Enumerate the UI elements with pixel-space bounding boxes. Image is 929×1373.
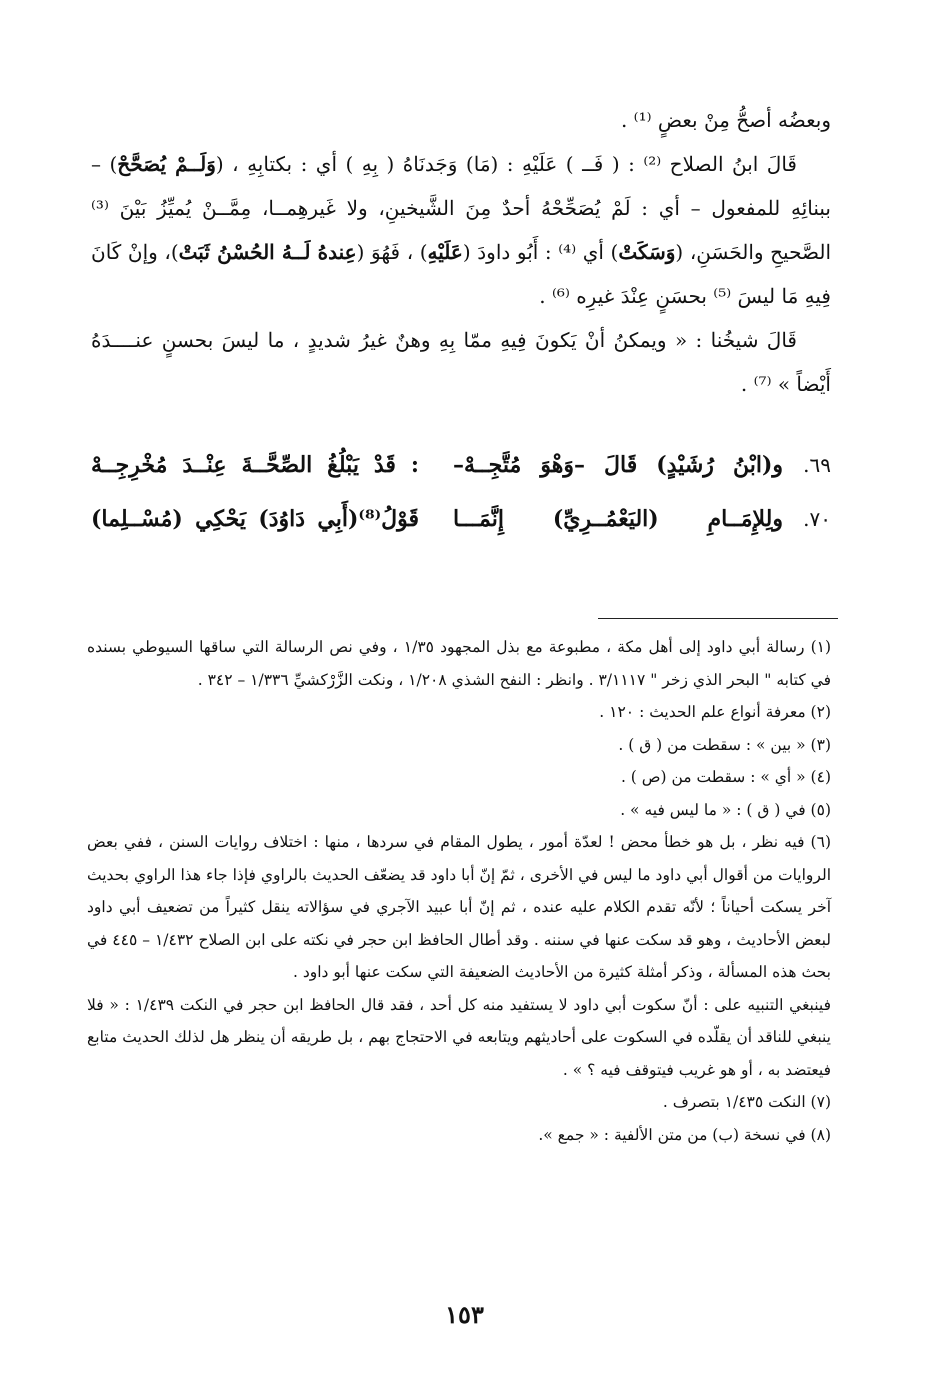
- footnote: (١) رسالة أبي داود إلى أهل مكة ، مطبوعة مع بذل المجهود ١/٣٥ ، وفي نص الرسالة التي ساقها السيوطي بسنده في كتابه " البحر الذي زخر " ٣/١١١٧ . وانظر : النفح الشذي ١/٢٠٨ ، ونكت الزَّرْكشيِّ ١/٣٣٦ – ٣٤٢ .: [87, 638, 832, 689]
- verse-first-hemistich: و(ابْنُ رُشَيْدٍ) قَالَ –وَهْوَ مُتَّجِــهْ–: [453, 452, 783, 478]
- verse-first-hemistich: ولِلإِمَــامِ (اليَعْمُــرِيِّ) إِنَّمَـــا: [453, 506, 783, 532]
- verse-number: ٧٠.: [803, 507, 831, 531]
- bold-span: وَلَــمْ يُصَحَّحْ: [117, 152, 216, 176]
- footnote: (٣) « بين » : سقطت من ( ق ) .: [618, 735, 831, 754]
- verse-second-hemistich: : قَدْ يَبْلُغُ الصِّحَّــةَ عِنْــدَ مُخْرِجِــهْ: [91, 452, 419, 478]
- verse-line: [91, 506, 831, 560]
- footnote: (٤) « أي » : سقطت من (ص ) .: [620, 768, 831, 786]
- footnote: (٥) في ( ق ) : « ما ليس فيه » .: [620, 800, 831, 819]
- text-span: ) – ببنائِهِ للمفعول – أي : لَمْ يُصَحِّحْهُ أحدٌ مِنَ الشَّيخينِ، ولا غَيرهِمــا، مِمَّــنْ يُميِّزُ بَيْنَ ⁽³⁾ الصَّحيحِ والحَسَنِ، (: [91, 152, 831, 264]
- verse-line: [91, 452, 831, 506]
- paragraph-2: [91, 142, 831, 318]
- footnote-continuation: فينبغي التنبيه على : أنّ سكوت أبي داود لا يستفيد منه كل أحد ، فقد قال الحافظ ابن حجر في النكت ١/٤٣٩ : « فلا ينبغي للناقد أن يقلّده في السكوت على أحاديثهم ويتابعه في الاحتجاج بهم ، بل طريقه أن ينظر هل لذلك الحديث متابع فيعتضد به ، أو هو غريب فيتوقف فيه ؟ » .: [87, 995, 831, 1079]
- verse-block: [91, 452, 831, 560]
- text-span: ) ، فَهُوَ (: [356, 240, 428, 264]
- bold-span: وَسَكَتْ: [618, 240, 676, 264]
- footnote: (٦) فيه نظر ، بل هو خطأ محض ! لعدّة أمور ، يطول المقام في سردها ، منها : اختلاف روايات السنن ، ففي بعض الروايات من أقوال أبي داود ما ليس في الأخرى ، ثمّ إنّ أبا داود قد يضعّف الحديث بالراوي فإذا جاء هذا الراوي بحديث آخر يسكت أحياناً ؛ لأنّه تقدم الكلام عليه عنده ، ثم إنّ أبا عبيد الآجري في سؤالاته ينقل كثيراً من تضعيف أبي داود لبعض الأحاديث ، وهو قد سكت عنها في سننه . وقد أطال الحافظ ابن حجر في نكته على ابن الصلاح ١/٤٣٢ – ٤٤٥ في بحث هذه المسألة ، وذكر أمثلة كثيرة من الأحاديث الضعيفة التي سكت عنها أبو داود .: [87, 833, 831, 981]
- verse-number: ٦٩.: [803, 453, 831, 477]
- paragraph-3: قَالَ شيخُنا : « ويمكنُ أنْ يَكونَ فِيهِ ممّا بِهِ وهنٌ غيرُ شديدٍ ، ما ليسَ بحسنٍ عنــــدَهُ أَيْضاً » ⁽⁷⁾ .: [91, 328, 831, 396]
- footnote-separator: [598, 618, 838, 619]
- footnote: (٧) النكت ١/٤٣٥ بتصرف .: [662, 1093, 831, 1111]
- text-span: ) أي ⁽⁴⁾ : أَبُو داودَ (: [462, 240, 619, 264]
- page-number: ١٥٣: [445, 1300, 484, 1329]
- paragraph-1: وبعضُه أصحُّ مِنْ بعضٍ ⁽¹⁾ .: [620, 108, 831, 132]
- text-span: )، وإنْ كَانَ فِيهِ مَا ليسَ ⁽⁵⁾ بحسَنٍ عِنْدَ غيرِه ⁽⁶⁾ .: [91, 240, 831, 308]
- footnote: (٨) في نسخة (ب) من متن الألفية : « جمع ».: [538, 1125, 831, 1144]
- text-span: قَالَ ابنُ الصلاح ⁽²⁾ : ( فَــ ) عَلَيْهِ : (مَا) وَجَدنَاهُ ( بِهِ ) أي : بكتابِهِ ، (: [215, 152, 797, 176]
- footnotes: [87, 631, 831, 1151]
- bold-span: عَلَيْهِ: [427, 240, 463, 264]
- bold-span: عِندهُ لَــهُ الحُسْنُ ثَبَتْ: [178, 240, 357, 264]
- verse-second-hemistich: قَوْلُ⁽⁸⁾(أَبِي دَاوُدَ) يَحْكِي (مُسْــلِما): [91, 506, 419, 532]
- main-text: [91, 98, 831, 406]
- footnote: (٢) معرفة أنواع علم الحديث : ١٢٠ .: [599, 703, 831, 721]
